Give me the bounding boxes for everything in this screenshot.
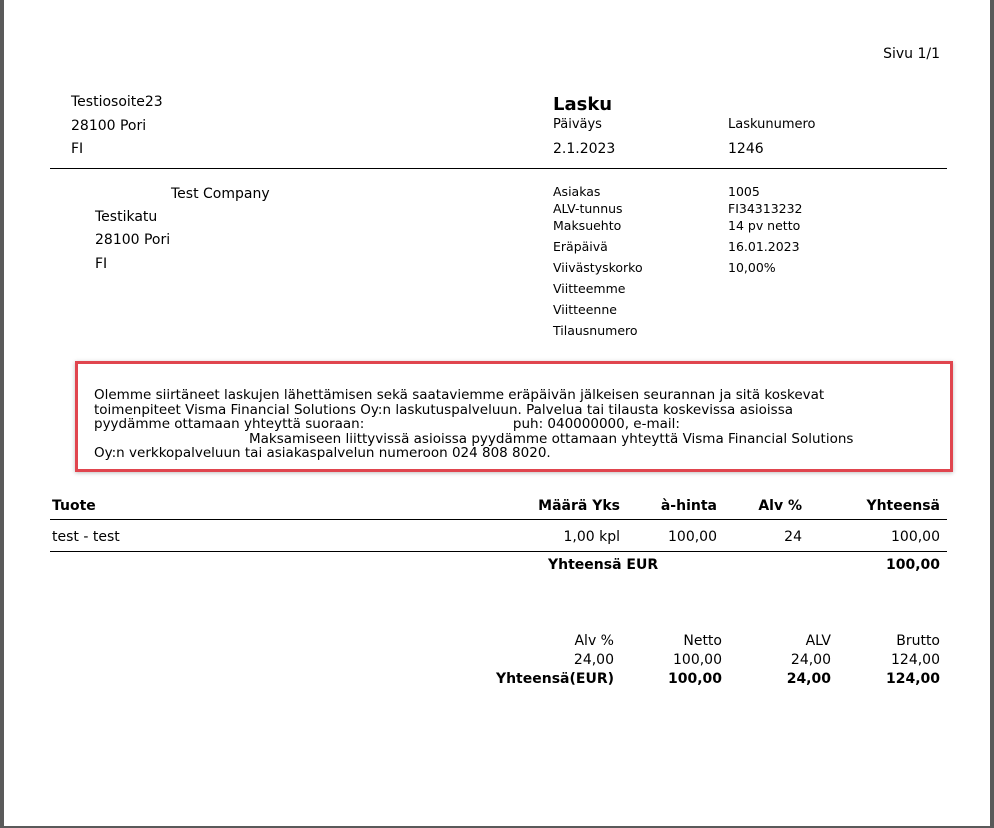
- vat-summary-total-gross: 124,00: [885, 671, 940, 687]
- sender-street: Testiosoite23: [71, 94, 163, 110]
- invoice-date-value: 2.1.2023: [553, 141, 616, 157]
- notice-line: Olemme siirtäneet laskujen lähettämisen sekä saataviemme eräpäivän jälkeisen seurannan ja sitä koskevat: [94, 387, 825, 403]
- col-header-qty-unit: Määrä Yks: [538, 498, 620, 514]
- table-header-divider: [50, 519, 947, 520]
- sender-country: FI: [71, 141, 84, 157]
- recipient-city: 28100 Pori: [95, 232, 171, 248]
- recipient-company: Test Company: [171, 186, 270, 202]
- notice-line: [94, 417, 944, 432]
- invoice-number-label: Laskunumero: [728, 117, 816, 132]
- detail-value: 1005: [728, 184, 760, 199]
- vat-summary-total-label: Yhteensä(EUR): [495, 671, 614, 687]
- vat-summary-header-net: Netto: [683, 633, 722, 649]
- vat-summary-total-net: 100,00: [667, 671, 722, 687]
- detail-value: 16.01.2023: [728, 239, 800, 254]
- cell-product: test - test: [52, 529, 120, 545]
- redacted-text: [369, 419, 439, 429]
- detail-label: Asiakas: [553, 184, 601, 199]
- detail-label: Viitteenne: [553, 302, 617, 317]
- detail-value: 10,00%: [728, 260, 776, 275]
- detail-label: Tilausnumero: [553, 323, 638, 338]
- col-header-unit-price: à-hinta: [660, 498, 717, 514]
- vat-summary-alv: 24,00: [790, 652, 831, 668]
- redacted-text: [439, 419, 509, 429]
- detail-label: Viivästyskorko: [553, 260, 643, 275]
- invoice-page: [4, 0, 990, 826]
- invoice-date-label: Päiväys: [553, 117, 602, 132]
- cell-qty-unit: 1,00 kpl: [563, 529, 620, 545]
- cell-vat: 24: [784, 529, 802, 545]
- detail-value: 14 pv netto: [728, 218, 801, 233]
- detail-label: Viitteemme: [553, 281, 626, 296]
- vat-summary-header-alv: ALV: [805, 633, 831, 649]
- vat-summary-gross: 124,00: [891, 652, 940, 668]
- cell-total: 100,00: [891, 529, 940, 545]
- recipient-street: Testikatu: [95, 209, 158, 225]
- notice-text: [94, 388, 944, 461]
- recipient-country: FI: [95, 256, 108, 272]
- vat-summary-header-vat: Alv %: [574, 633, 614, 649]
- notice-line: toimenpiteet Visma Financial Solutions Oy:n laskutuspalveluun. Palvelua tai tilausta koskevissa asioissa: [94, 401, 794, 418]
- table-footer-divider: [50, 551, 947, 552]
- detail-value: FI34313232: [728, 201, 803, 216]
- items-total-value: 100,00: [885, 557, 940, 573]
- invoice-title: Lasku: [553, 94, 613, 115]
- cell-unit-price: 100,00: [668, 529, 717, 545]
- detail-label: Maksuehto: [553, 218, 622, 233]
- detail-label: ALV-tunnus: [553, 201, 623, 216]
- vat-summary-vat: 24,00: [573, 652, 614, 668]
- vat-summary-net: 100,00: [673, 652, 722, 668]
- col-header-product: Tuote: [52, 498, 96, 514]
- col-header-total: Yhteensä: [866, 498, 940, 514]
- page-number: Sivu 1/1: [883, 46, 940, 62]
- invoice-number-value: 1246: [728, 141, 764, 157]
- notice-line-part: puh: 040000000, e-mail:: [512, 416, 680, 432]
- vat-summary-total-alv: 24,00: [786, 671, 831, 687]
- notice-line: Maksamiseen liittyvissä asioissa pyydämme ottamaan yhteyttä Visma Financial Solutions: [249, 430, 854, 447]
- detail-label: Eräpäivä: [553, 239, 608, 254]
- header-divider: [50, 168, 947, 169]
- vat-summary-header-gross: Brutto: [896, 633, 940, 649]
- notice-line: Oy:n verkkopalveluun tai asiakaspalvelun numeroon 024 808 8020.: [94, 445, 551, 461]
- redacted-text: [684, 419, 754, 429]
- notice-line-part: pyydämme ottamaan yhteyttä suoraan:: [94, 416, 365, 432]
- sender-city: 28100 Pori: [71, 118, 147, 134]
- col-header-vat: Alv %: [758, 498, 802, 514]
- items-total-label: Yhteensä EUR: [548, 557, 659, 573]
